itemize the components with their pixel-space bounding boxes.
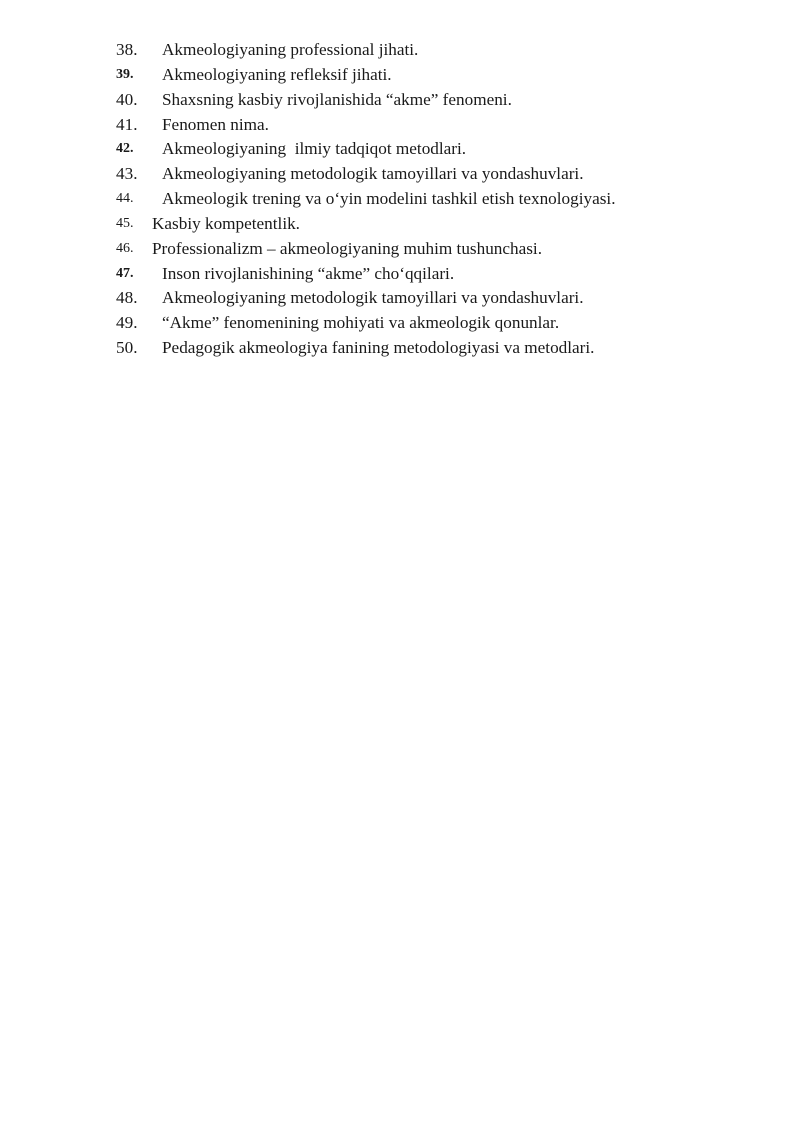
list-item (0, 187, 800, 212)
item-number: 40. (116, 89, 138, 109)
item-text: Inson rivojlanishining “akme” cho‘qqilari. (162, 263, 455, 283)
list-item (0, 113, 800, 138)
list-item (0, 162, 800, 187)
item-number: 41. (116, 114, 138, 134)
item-text: Shaxsning kasbiy rivojlanishida “akme” fenomeni. (162, 89, 512, 109)
item-text: Kasbiy kompetentlik. (152, 213, 300, 233)
item-text: Akmeologiyaning professional jihati. (162, 40, 419, 59)
item-text: Professionalizm – akmeologiyaning muhim tushunchasi. (152, 238, 543, 258)
item-text: “Akme” fenomenining mohiyati va akmeologik qonunlar. (162, 313, 560, 333)
list-item (0, 237, 800, 262)
item-number: 38. (116, 40, 138, 59)
item-text: Akmeologik trening va o‘yin modelini tashkil etish texnologiyasi. (162, 189, 616, 209)
item-number: 48. (116, 288, 138, 308)
list-item (0, 336, 800, 361)
list-item (0, 63, 800, 88)
item-text: Akmeologiyaning metodologik tamoyillari va yondashuvlari. (162, 164, 584, 184)
item-number: 50. (116, 338, 138, 358)
list-item (0, 262, 800, 287)
item-number: 42. (116, 141, 134, 157)
item-text: Akmeologiyaning metodologik tamoyillari va yondashuvlari. (162, 288, 584, 308)
item-number: 44. (116, 191, 134, 207)
item-text: Pedagogik akmeologiya fanining metodologiyasi va metodlari. (162, 338, 595, 358)
list-item (0, 212, 800, 237)
list-item (0, 137, 800, 162)
list-item (0, 38, 800, 63)
list-item (0, 286, 800, 311)
list-item (0, 88, 800, 113)
item-number: 45. (116, 215, 134, 231)
item-number: 43. (116, 164, 138, 184)
item-number: 46. (116, 240, 134, 256)
item-text: Akmeologiyaning ilmiy tadqiqot metodlari. (162, 139, 467, 159)
question-list (0, 38, 800, 361)
item-number: 47. (116, 265, 134, 281)
item-number: 49. (116, 313, 138, 333)
list-item (0, 311, 800, 336)
item-text: Fenomen nima. (162, 114, 269, 134)
item-text: Akmeologiyaning refleksif jihati. (162, 64, 392, 84)
item-number: 39. (116, 66, 134, 82)
